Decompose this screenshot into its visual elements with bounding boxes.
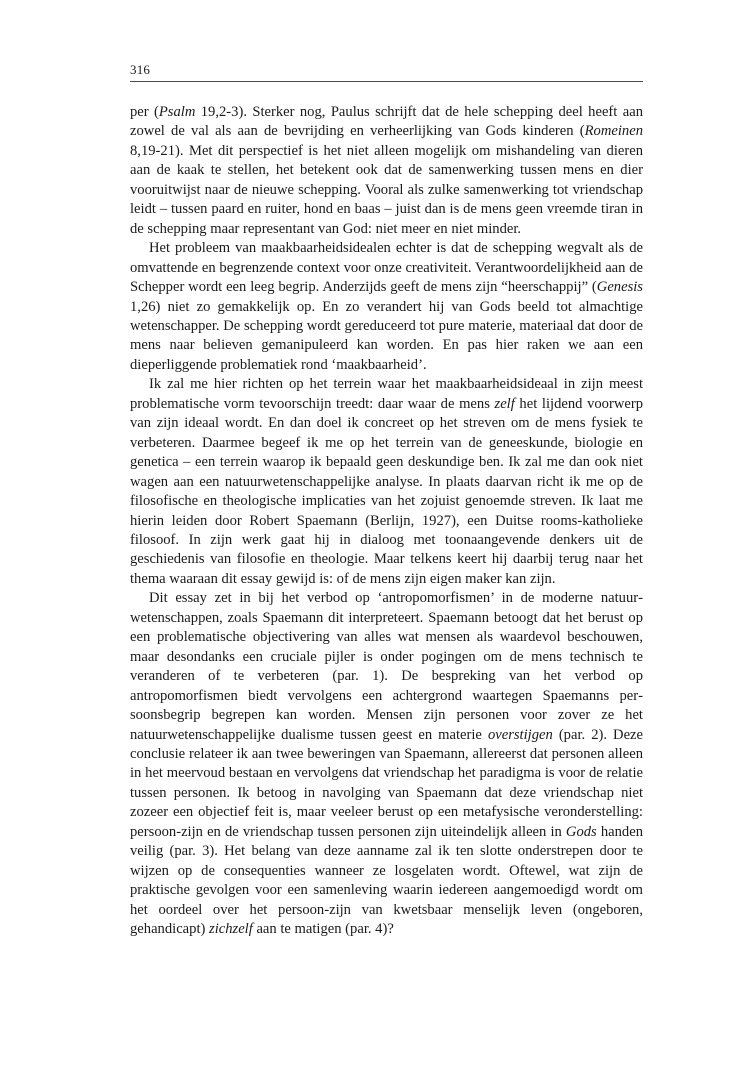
paragraph-4: Dit essay zet in bij het verbod op ‘antropomorfismen’ in de moderne natuurwetenschappen, zoals Spaemann dit interpreteert. Spaemann betoogt dat het berust op een problematische objectivering van alles wat mensen als waardevol beschouwen, maar desondanks een cruciale pijler is onder pogingen om de mens technisch te veranderen of te verbeteren (par. 1). De bespreking van het verbod op antropomorfismen biedt vervolgens een achtergrond waartegen Spaemanns persoonsbegrip begrepen kan worden. Mensen zijn personen voor zover ze het natuurwetenschappelijke dualisme tussen geest en materie overstijgen (par. 2). Deze conclusie relateer ik aan twee beweringen van Spaemann, allereerst dat personen alleen in het meervoud bestaan en vervolgens dat vriendschap het paradigma is voor de relatie tussen personen. Ik betoog in navolging van Spaemann dat deze vriendschap niet zozeer een objectief feit is, maar veeleer berust op een metafysische veronderstelling: persoon-zijn en de vriendschap tussen personen zijn uiteindelijk alleen in Gods handen veilig (par. 3). Het belang van deze aanname zal ik ten slotte onderstrepen door te wijzen op de consequenties wanneer ze losgelaten wordt. Oftewel, wat zijn de praktische gevolgen voor een samenleving waarin iedereen aangemoedigd wordt om het oordeel over het persoon-zijn van kwetsbaar menselijk leven (ongeboren, gehandicapt) zichzelf aan te matigen (par. 4)?: [130, 590, 643, 938]
scripture-reference: Psalm: [158, 104, 196, 120]
emphasis: Gods: [565, 823, 597, 840]
paragraph-2: Het probleem van maakbaarheidsidealen echter is dat de schepping wegvalt als de omvattende en begrenzende context voor onze creativiteit. Verantwoordelijkheid aan de Schepper wordt een leeg begrip. Anderzijds geeft de mens zijn “heerschappij” (Genesis 1,26) niet zo gemakkelijk op. En zo verandert hij van Gods beeld tot almachtige wetenschapper. De schepping wordt gereduceerd tot pure materie, materiaal dat door de mens naar believen gemanipuleerd kan worden. En pas hier raken we aan een dieperliggende problematiek rond ‘maakbaarheid’.: [130, 240, 643, 373]
scripture-reference: Genesis: [596, 279, 643, 296]
emphasis: overstijgen: [487, 726, 553, 743]
emphasis: zelf: [494, 395, 515, 412]
page-number: 316: [130, 62, 151, 77]
emphasis: zichzelf: [209, 921, 253, 938]
header-rule: [130, 81, 643, 82]
paragraph-3: Ik zal me hier richten op het terrein waar het maakbaarheidsideaal in zijn meest problematische vorm tevoorschijn treedt: daar waar de mens zelf het lijdend voorwerp van zijn ideaal wordt. En dan doel ik concreet op het streven om de mens fysiek te verbeteren. Daarmee begeef ik me op het terrein van de geneeskunde, biologie en genetica – een terrein waarop ik bepaald geen deskundige ben. Ik zal me dan ook niet wagen aan een natuurwetenschappelijke analyse. In plaats daarvan richt ik me op de filosofische en theologische implicaties van het zojuist genoemde streven. Ik laat me hierin leiden door Robert Spaemann (Berlijn, 1927), een Duitse rooms-katholieke filosoof. In zijn werk gaat hij in dialoog met toonaangevende denkers uit de geschiedenis van filosofie en theologie. Maar telkens keert hij daarbij terug naar het thema waaraan dit essay gewijd is: of de mens zijn eigen maker kan zijn.: [130, 376, 643, 587]
scripture-reference: Romeinen: [584, 123, 643, 140]
body-text: [130, 103, 643, 939]
paragraph-1: per (Psalm 19,2-3). Sterker nog, Paulus schrijft dat de hele schepping deel heeft aan zowel de val als aan de bevrijding en verheerlijking van Gods kinderen (Romeinen 8,19-21). Met dit perspectief is het niet alleen mogelijk om mishandeling van dieren aan de kaak te stellen, het betekent ook dat de samenwerking tussen mens en dier vooruitwijst naar de nieuwe schepping. Vooral als zulke samenwerking tot vriendschap leidt – tussen paard en ruiter, hond en baas – juist dan is de mens geen vreemde tiran in de schepping maar representant van God: niet meer en niet minder.: [130, 104, 643, 237]
